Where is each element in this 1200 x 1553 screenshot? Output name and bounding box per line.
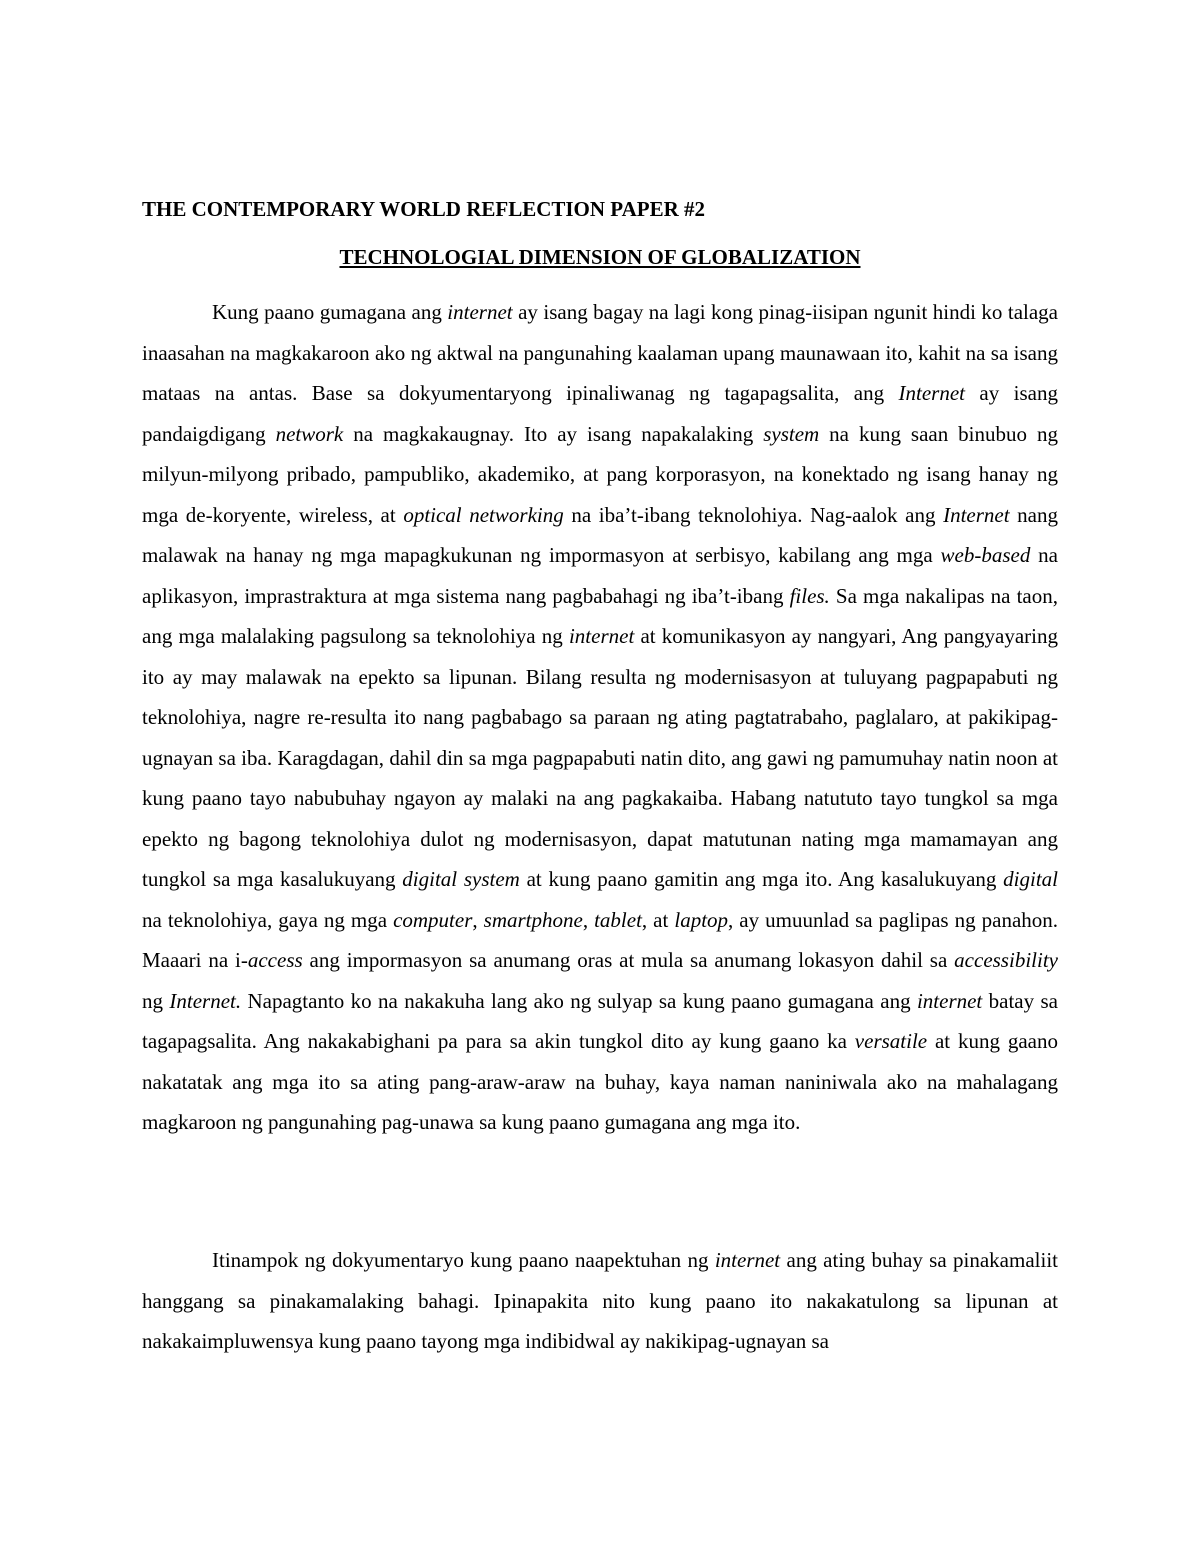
- italic-term: network: [275, 421, 344, 446]
- text-run: ,: [582, 907, 595, 932]
- italic-term: internet: [568, 624, 635, 648]
- text-run: nang malawak na hanay ng mga mapagkukunan ng impormasyon at serbisyo, kabilang ang mga: [142, 502, 1058, 567]
- text-run: Itinampok ng dokyumentaryo kung paano naapektuhan ng: [212, 1248, 715, 1272]
- italic-term: smartphone: [483, 907, 583, 932]
- text-run: , at: [641, 907, 675, 932]
- italic-term: laptop: [674, 907, 729, 932]
- text-run: batay sa tagapagsalita. Ang nakakabighani pa para sa akin tungkol dito ay kung gaano ka: [142, 988, 1058, 1053]
- italic-term: Internet: [943, 502, 1010, 527]
- italic-term: Internet.: [169, 988, 242, 1013]
- text-run: na teknolohiya, gaya ng mga: [142, 907, 394, 932]
- document-subtitle: TECHNOLOGIAL DIMENSION OF GLOBALIZATION: [339, 245, 861, 269]
- text-run: ay isang bagay na lagi kong pinag-iisipan ngunit hindi ko talaga inaasahan na magkakaroon ako ng aktwal na pangunahing kaalaman upang maunawaan ito, kahit na sa isang mataas na antas. Base sa dokyumentaryong ipinaliwanag ng tagapagsalita, ang: [142, 300, 1058, 405]
- text-run: ng: [142, 988, 170, 1013]
- text-run: Kung paano gumagana ang: [212, 300, 448, 324]
- text-run: ,: [472, 907, 484, 932]
- text-run: na aplikasyon, imprastraktura at mga sistema nang pagbabahagi ng iba’t-ibang: [142, 543, 1058, 608]
- text-run: Sa mga nakalipas na taon, ang mga malalaking pagsulong sa teknolohiya ng: [142, 583, 1058, 648]
- text-run: ay isang pandaigdigang: [142, 381, 1058, 446]
- text-run: at komunikasyon ay nangyari, Ang pangyayaring ito ay may malawak na epekto sa lipunan. Bilang resulta ng modernisasyon at tuluyang pagpapabuti ng teknolohiya, nagre re-resulta ito nang pagbabago sa paraan ng ating pagtatrabaho, paglalaro, at pakikipag-ugnayan sa iba. Karagdagan, dahil din sa mga pagpapabuti natin dito, ang gawi ng pamumuhay natin noon at kung paano tayo nabubuhay ngayon ay malaki na ang pagkakaiba. Habang natututo tayo tungkol sa mga epekto ng bagong teknolohiya dulot ng modernisasyon, dapat matutunan nating mga mamamayan ang tungkol sa mga kasalukuyang: [142, 624, 1058, 891]
- italic-term: internet: [916, 988, 983, 1013]
- italic-term: versatile: [854, 1029, 928, 1053]
- text-run: ang ating buhay sa pinakamaliit hanggang sa pinakamalaking bahagi. Ipinapakita nito kung paano ito nakakatulong sa lipunan at nakakaimpluwensya kung paano tayong mga indibidwal ay nakikipag-ugnayan sa: [142, 1248, 1058, 1353]
- italic-term: tablet: [594, 907, 642, 932]
- text-run: at kung paano gamitin ang mga ito. Ang kasalukuyang: [519, 867, 1004, 891]
- text-run: Napagtanto ko na nakakuha lang ako ng sulyap sa kung paano gumagana ang: [241, 988, 917, 1013]
- document-title: THE CONTEMPORARY WORLD REFLECTION PAPER #2: [142, 197, 705, 221]
- italic-term: Internet: [898, 381, 965, 405]
- text-run: ang impormasyon sa anumang oras at mula sa anumang lokasyon dahil sa: [302, 948, 955, 972]
- text-run: at kung gaano nakatatak ang mga ito sa ating pang-araw-araw na buhay, kaya naman naniniwala ako na mahalagang magkaroon ng pangunahing pag-unawa sa kung paano gumagana ang mga ito.: [142, 1029, 1058, 1134]
- italic-term: files.: [789, 583, 830, 608]
- text-run: , ay umuunlad sa paglipas ng panahon. Maaari na i-: [142, 907, 1059, 972]
- italic-term: system: [763, 421, 820, 446]
- italic-term: internet: [714, 1248, 781, 1272]
- paragraph-2: [142, 1240, 1058, 1362]
- italic-term: optical networking: [403, 502, 564, 527]
- text-run: na kung saan binubuo ng milyun-milyong pribado, pampubliko, akademiko, at pang korporasyon, na konektado ng isang hanay ng mga de-koryente, wireless, at: [142, 421, 1058, 527]
- italic-term: web-based: [940, 543, 1031, 567]
- text-run: na magkakaugnay. Ito ay isang napakalaking: [343, 421, 764, 446]
- paragraph-1: [142, 292, 1058, 1143]
- italic-term: digital system: [402, 867, 520, 891]
- text-run: na iba’t-ibang teknolohiya. Nag-aalok ang: [563, 502, 944, 527]
- italic-term: access: [247, 948, 303, 972]
- italic-term: accessibility: [954, 948, 1058, 972]
- italic-term: internet: [447, 300, 513, 324]
- italic-term: digital: [1003, 867, 1058, 891]
- italic-term: computer: [393, 907, 473, 932]
